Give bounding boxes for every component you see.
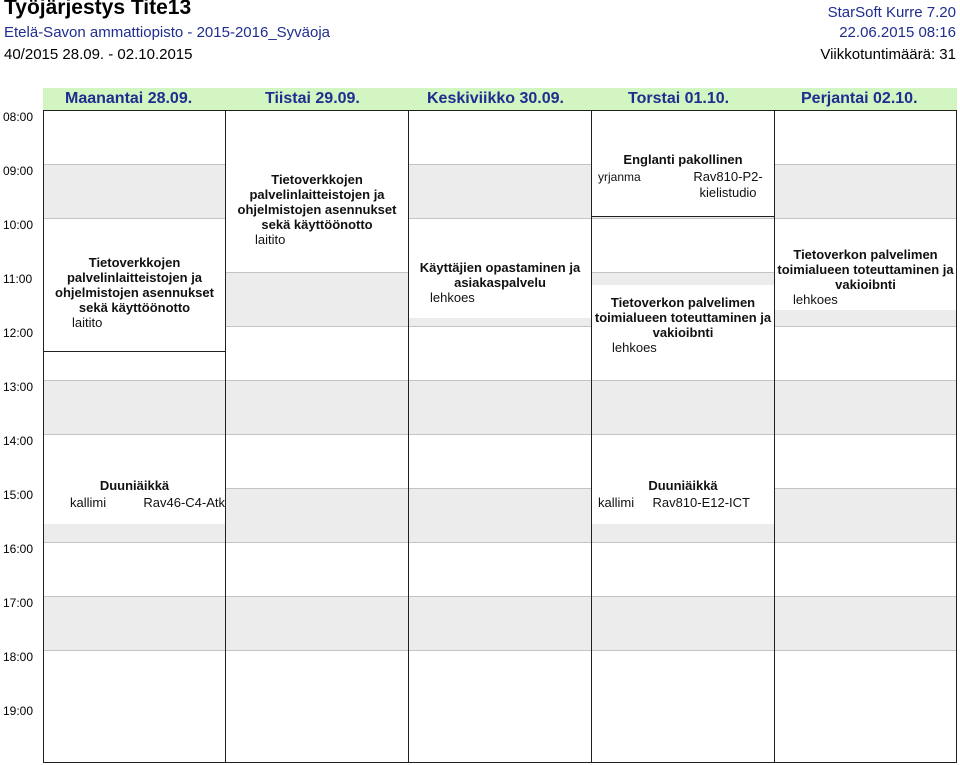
lesson-teacher: yrjanma (598, 170, 641, 184)
time-slot (225, 326, 408, 380)
time-slot (225, 596, 408, 650)
day-header-monday: Maanantai 28.09. (65, 90, 193, 107)
time-slot (408, 380, 591, 434)
time-label: 14:00 (3, 434, 34, 448)
lesson-block[interactable] (592, 141, 774, 217)
lesson-room: Rav810-P2-kielistudio (693, 169, 763, 200)
time-label: 13:00 (3, 380, 34, 394)
lesson-title: Tietoverkkojen palvelinlaitteistojen ja ohjelmistojen asennukset sekä käyttöönotto (55, 255, 214, 315)
lesson-block[interactable] (226, 162, 408, 252)
time-label: 12:00 (3, 326, 34, 340)
page-title: Työjärjestys Tite13 (4, 0, 192, 19)
time-slot (591, 380, 774, 434)
lesson-teacher: laitito (255, 232, 286, 247)
time-slot (225, 434, 408, 488)
day-header-friday: Perjantai 02.10. (801, 90, 918, 107)
time-slot (408, 542, 591, 596)
time-label: 09:00 (3, 164, 34, 178)
lesson-teacher: lehkoes (430, 290, 475, 305)
time-slot (774, 488, 957, 542)
time-slot (774, 596, 957, 650)
time-label: 15:00 (3, 488, 34, 502)
lesson-block[interactable] (44, 245, 225, 352)
time-label: 11:00 (3, 272, 33, 286)
time-slot (774, 380, 957, 434)
time-label: 16:00 (3, 542, 34, 556)
lesson-teacher: kallimi (598, 495, 635, 510)
time-label: 08:00 (3, 110, 34, 124)
time-slot (774, 326, 957, 380)
time-slot (225, 650, 408, 763)
time-slot (774, 434, 957, 488)
time-slot (591, 596, 774, 650)
time-slot (43, 596, 225, 650)
time-label: 19:00 (3, 704, 34, 718)
weekly-hours: Viikkotuntimäärä: 31 (820, 46, 956, 63)
time-slot (774, 542, 957, 596)
lesson-room: Rav810-E12-ICT (652, 495, 750, 510)
timetable-grid (43, 88, 957, 763)
day-header-thursday: Torstai 01.10. (628, 90, 730, 107)
lesson-title: Tietoverkkojen palvelinlaitteistojen ja ohjelmistojen asennukset sekä käyttöönotto (237, 172, 397, 232)
day-header-wednesday: Keskiviikko 30.09. (427, 90, 564, 107)
time-slot (408, 488, 591, 542)
lesson-title: Duuniäikkä (99, 478, 170, 493)
software-version: StarSoft Kurre 7.20 (827, 4, 956, 21)
time-slot (225, 110, 408, 164)
day-column-monday (43, 88, 225, 763)
organization-label: Etelä-Savon ammattiopisto - 2015-2016_Syväoja (4, 24, 331, 41)
lesson-block[interactable] (592, 468, 774, 524)
time-slot (408, 434, 591, 488)
day-column-wednesday (408, 88, 591, 763)
time-slot (225, 488, 408, 542)
lesson-block[interactable] (775, 238, 956, 310)
time-slot (43, 650, 225, 763)
time-slot (225, 380, 408, 434)
lesson-teacher: kallimi (70, 495, 107, 510)
print-timestamp: 22.06.2015 08:16 (839, 24, 956, 41)
time-slot (43, 110, 225, 164)
lesson-teacher: lehkoes (612, 340, 657, 355)
time-slot (408, 596, 591, 650)
day-column-friday (774, 88, 957, 763)
time-label: 17:00 (3, 596, 34, 610)
lesson-title: Tietoverkon palvelimen toimialueen toteuttaminen ja vakioibnti (777, 247, 954, 292)
lesson-teacher: laitito (72, 315, 103, 330)
time-slot (43, 164, 225, 218)
time-label: 10:00 (3, 218, 34, 232)
lesson-teacher: lehkoes (793, 292, 838, 307)
time-slot (591, 542, 774, 596)
time-slot (225, 542, 408, 596)
week-range: 40/2015 28.09. - 02.10.2015 (4, 46, 193, 63)
time-slot (408, 164, 591, 218)
lesson-title: Duuniäikkä (648, 478, 718, 493)
time-slot (591, 218, 774, 272)
day-header-tuesday: Tiistai 29.09. (265, 90, 360, 107)
time-slot (408, 650, 591, 763)
time-slot (43, 542, 225, 596)
day-header-row (43, 88, 957, 111)
lesson-block[interactable] (409, 250, 591, 318)
time-slot (43, 380, 225, 434)
time-slot (774, 110, 957, 164)
lesson-block[interactable] (44, 468, 225, 524)
time-slot (774, 650, 957, 763)
lesson-block[interactable] (592, 285, 774, 357)
time-slot (408, 326, 591, 380)
time-slot (408, 110, 591, 164)
lesson-room: Rav46-C4-Atk (143, 495, 225, 510)
lesson-title: Englanti pakollinen (623, 152, 743, 167)
time-slot (591, 650, 774, 763)
lesson-title: Käyttäjien opastaminen ja asiakaspalvelu (419, 260, 581, 290)
time-slot (774, 164, 957, 218)
time-label: 18:00 (3, 650, 34, 664)
lesson-title: Tietoverkon palvelimen toimialueen toteuttaminen ja vakioibnti (594, 295, 772, 340)
time-slot (225, 272, 408, 326)
